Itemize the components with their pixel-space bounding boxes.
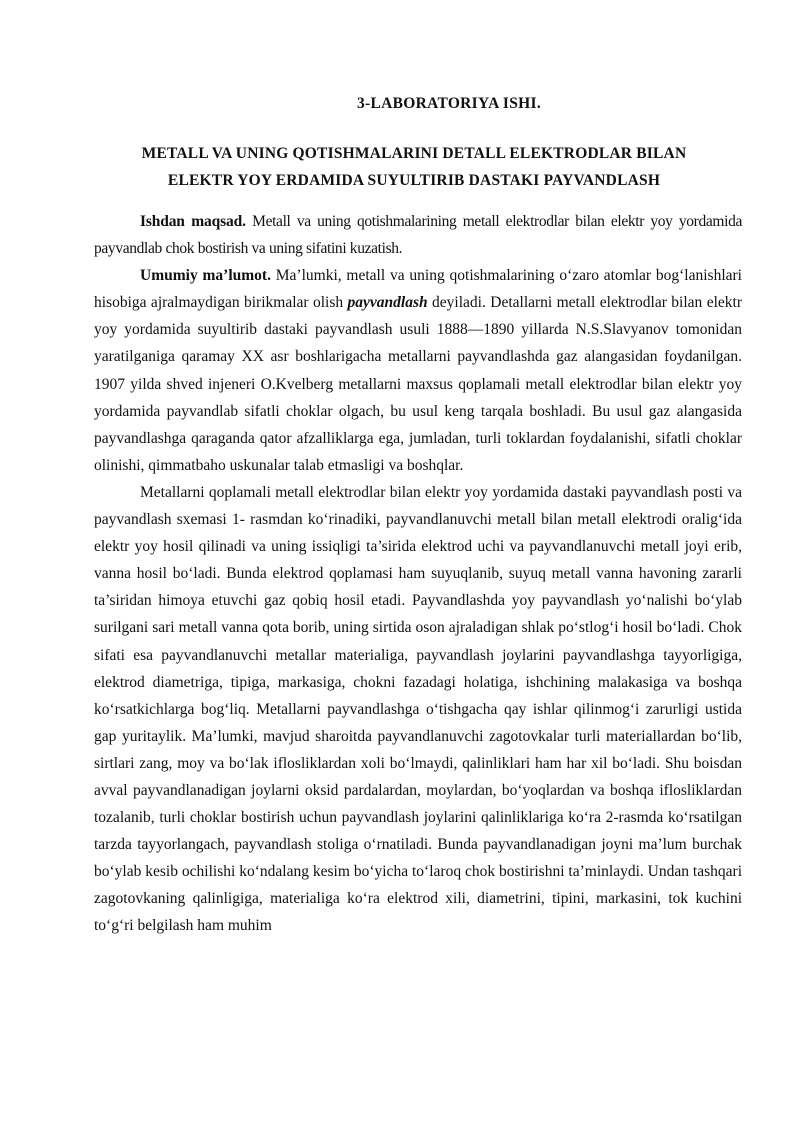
- main-title-line-1: METALL VA UNING QOTISHMALARINI DETALL ELEKTRODLAR BILAN: [141, 145, 687, 162]
- main-title-line-2: ELEKTR YOY ERDAMIDA SUYULTIRIB DASTAKI PAYVANDLASH: [167, 172, 661, 189]
- goal-text: Metall va uning qotishmalarining metall elektrodlar bilan elektr yoy yordamida payvandlab chok bostirish va uning sifatini kuzatish.: [94, 213, 742, 258]
- lab-title: 3-LABORATORIYA ISHI.: [356, 95, 541, 112]
- main-title: [86, 140, 742, 194]
- general-info-paragraph: [94, 262, 742, 479]
- general-info-label: Umumiy ma’lumot.: [140, 267, 271, 285]
- keyword-payvandlash: payvandlash: [347, 294, 428, 312]
- goal-paragraph: [94, 208, 742, 262]
- goal-label: Ishdan maqsad.: [140, 213, 246, 230]
- process-paragraph: Metallarni qoplamali metall elektrodlar bilan elektr yoy yordamida dastaki payvandlash posti va payvandlash sxemasi 1- rasmdan ko‘rinadiki, payvandlanuvchi metall bilan metall elektrodi oralig‘ida elektr yoy hosil qilinadi va uning issiqligi ta’sirida elektrod uchi va payvandlanuvchi metall joyi erib, vanna hosil bo‘ladi. Bunda elektrod qoplamasi ham suyuqlanib, suyuq metall vanna havoning zararli ta’siridan himoya etuvchi gaz qobiq hosil etadi. Payvandlashda yoy payvandlash yo‘nalishi bo‘ylab surilgani sari metall vanna qota borib, uning sirtida oson ajraladigan shlak po‘stlog‘i hosil bo‘ladi. Chok sifati esa payvandlanuvchi metallar materialiga, payvandlash joylarini payvandlashga tayyorligiga, elektrod diametriga, tipiga, markasiga, chokni fazadagi holatiga, ishchining malakasiga va boshqa ko‘rsatkichlarga bog‘liq. Metallarni payvandlashga o‘tishgacha qay ishlar qilinmog‘i zarurligi ustida gap yuritaylik. Ma’lumki, mavjud sharoitda payvandlanuvchi zagotovkalar turli materiallardan bo‘lib, sirtlari zang, moy va bo‘lak iflosliklardan xoli bo‘lmaydi, qalinliklari ham har xil bo‘ladi. Shu boisdan avval payvandlanadigan joylarni oksid pardalardan, moylardan, bo‘yoqlardan va boshqa iflosliklardan tozalanib, turli choklar bostirish uchun payvandlash joylarini qalinliklariga ko‘ra 2-rasmda ko‘rsatilgan tarzda tayyorlangach, payvandlash stoliga o‘rnatiladi. Bunda payvandlanadigan joyni ma’lum burchak bo‘ylab kesib ochilishi ko‘ndalang kesim bo‘yicha to‘laroq chok bostirishni ta’minlaydi. Undan tashqari zagotovkaning qalinligiga, materialiga ko‘ra elektrod xili, diametrini, tipini, markasini, tok kuchini to‘g‘ri belgilash ham muhim: [94, 483, 742, 935]
- general-info-text-after: deyiladi. Detallarni metall elektrodlar bilan elektr yoy yordamida suyultirib dastaki payvandlash usuli 1888—1890 yillarda N.S.Slavyanov tomonidan yaratilganiga qaramay XX asr boshlarigacha metallarni payvandlashda gaz alangasidan foydanilgan. 1907 yilda shved injeneri O.Kvelberg metallarni maxsus qoplamali metall elektrodlar bilan elektr yoy yordamida payvandlab sifatli choklar olgach, bu usul keng tarqala boshladi. Bu usul gaz alangasida payvandlashga qaraganda qator afzalliklarga ega, jumladan, turli toklardan foydalanishi, sifatli choklar olinishi, qimmatbaho uskunalar talab etmasligi va boshqlar.: [94, 294, 742, 474]
- body-text: [94, 208, 742, 940]
- general-info-text-before: Ma’lumki, metall va uning qotishmalarining o‘zaro atomlar bog‘lanishlari hisobiga ajralmaydigan birikmalar olish: [94, 267, 742, 312]
